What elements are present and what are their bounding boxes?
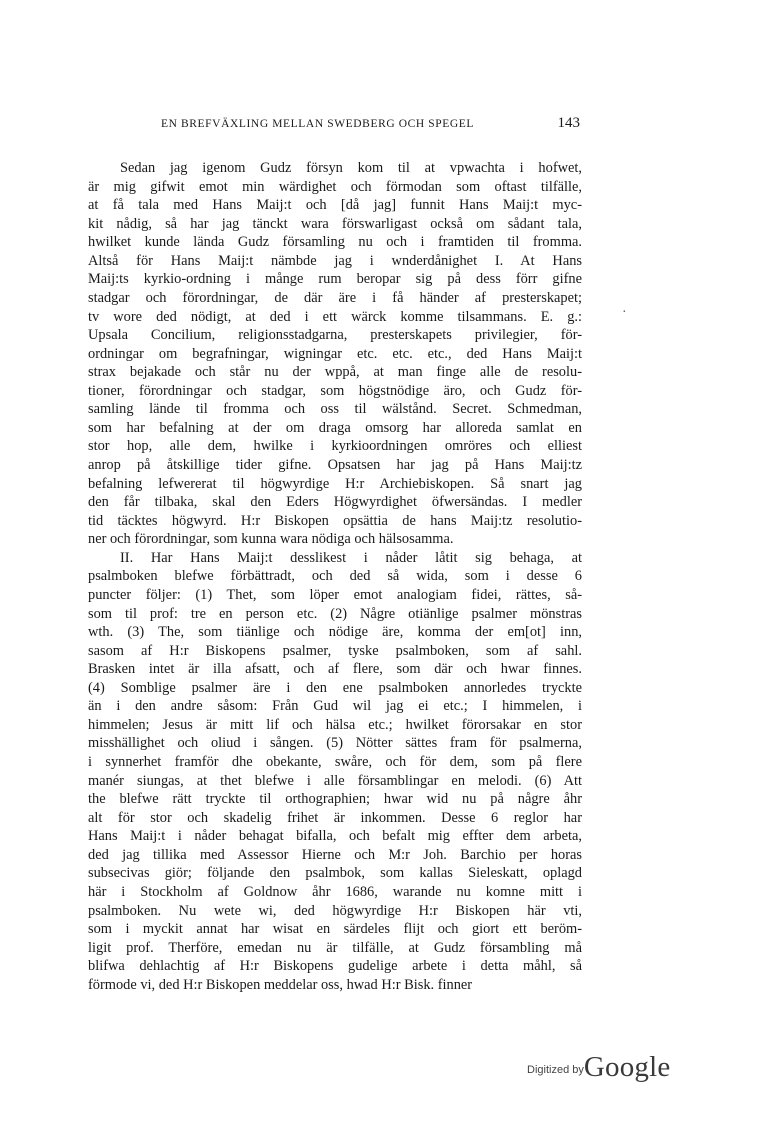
text-line: tid täcktes högwyrd. H:r Biskopen opsättia de hans Maij:tz resolutio- (88, 512, 582, 529)
text-line: anrop på åtskillige tider gifne. Opsatsen har jag på Hans Maij:tz (88, 457, 582, 473)
text-line: som har befalning at der om draga omsorg har alloreda samlat en (88, 419, 582, 436)
text-line: som til prof: tre en person etc. (2) Någre otiänlige psalmer mönstras (88, 605, 582, 622)
text-line: ligit prof. Therföre, emedan nu är tilfälle, at Gudz försambling må (88, 939, 582, 956)
text-line: än i den andre såsom: Från Gud wil jag ei etc.; I himmelen, i (88, 698, 582, 715)
header-title: EN BREFVÄXLING MELLAN SWEDBERG OCH SPEGEL (161, 118, 475, 130)
text-line: himmelen; Jesus är mitt lif och hälsa etc.; hwilket förorsakar en stor (88, 716, 582, 733)
text-line: kit nådig, så har jag tänckt wara förswarligast också om sådant tala, (88, 215, 582, 232)
text-line: stor hop, alle dem, hwilke i kyrkioordningen omröres och elliest (88, 438, 582, 455)
text-line: II. Har Hans Maij:t desslikest i nåder låtit sig behaga, at (120, 549, 582, 566)
text-line: puncter följer: (1) Thet, som löper emot analogiam fidei, rättes, så- (88, 586, 582, 603)
text-line: blifwa dehlachtig af H:r Biskopens gudelige arbete i detta måhl, så (88, 958, 582, 975)
page-number: 143 (557, 115, 580, 131)
text-line: wth. (3) The, som tiänlige och nödige äre, komma der em[ot] inn, (88, 624, 582, 641)
text-line: den får tilbaka, skal den Eders Högwyrdighet öfwersändas. I medler (88, 494, 582, 511)
text-line: at få tala med Hans Maij:t och [då jag] funnit Hans Maij:t myc- (88, 197, 582, 214)
text-line: hwilket kunde lända Gudz församling nu och i framtiden til fromma. (88, 234, 582, 251)
digitized-by-google-watermark (527, 1051, 670, 1087)
watermark-prefix: Digitized by (527, 1064, 584, 1076)
text-line: the blefwe rätt tryckte til orthographien; hwar wid nu på någre åhr (88, 791, 582, 808)
text-line: strax bejakade och står nu der wppå, at man finge alle de resolu- (88, 364, 582, 381)
text-line: Sedan jag igenom Gudz försyn kom til at vpwachta i hofwet, (120, 160, 582, 176)
text-line: (4) Somblige psalmer äre i den ene psalmboken annorledes tryckte (88, 679, 582, 696)
paragraph (88, 549, 582, 995)
margin-mark: · (622, 305, 627, 320)
text-line: befalning lefwererat til högwyrdige H:r Archiebiskopen. Så snart jag (88, 475, 582, 492)
text-line: stadgar och förordningar, de där äre i få händer af presterskapet; (88, 289, 582, 306)
text-line: ordningar om begrafningar, wigningar etc. etc. etc., ded Hans Maij:t (88, 345, 582, 362)
text-line: Maij:ts kyrkio-ordning i månge rum beropar sig på dess förr gifne (88, 271, 582, 288)
text-line: ner och förordningar, som kunna wara nödiga och hälsosamma. (88, 531, 454, 548)
text-line: psalmboken blefwe förbättradt, och ded så wida, som i desse 6 (88, 568, 582, 585)
text-line: tioner, förordningar och stadgar, som högstnödige äro, och Gudz för- (88, 382, 582, 399)
text-line: Brasken intet är illa afsatt, och af flere, som där och hwar finnes. (88, 661, 582, 678)
text-line: psalmboken. Nu wete wi, ded högwyrdige H:r Biskopen här vti, (88, 902, 582, 919)
text-line: Altså för Hans Maij:t nämbde jag i wnderdånighet I. At Hans (88, 252, 582, 269)
text-line: misshällighet och oliud i sången. (5) Nötter sättes fram för psalmerna, (88, 735, 582, 752)
text-line: sasom af H:r Biskopens psalmer, tyske psalmboken, som af sahl. (88, 642, 582, 659)
text-line: manér siungas, at thet blefwe i alle församblingar en melodi. (6) Att (88, 772, 582, 789)
text-line: tv wore ded nödigt, at ded i ett wärck komme tilsammans. E. g.: (88, 308, 582, 325)
text-line: ded jag tillika med Assessor Hierne och M:r Joh. Barchio per horas (88, 846, 582, 863)
text-line: alt för stor och skadelig frihet är inkommen. Desse 6 reglor har (88, 809, 582, 826)
google-logo: Google (583, 1051, 671, 1083)
text-line: är mig gifwit emot min wärdighet och förmodan som oftast tilfälle, (88, 178, 582, 195)
running-header (60, 116, 580, 138)
text-line: subsecivas giör; följande den psalmbok, som kallas Sieleskatt, oplagd (88, 865, 582, 882)
paragraph (88, 159, 582, 549)
text-line: här i Stockholm af Goldnow åhr 1686, warande nu komne mitt i (88, 883, 582, 900)
text-line: samling lände til fromma och oss til wälstånd. Secret. Schmedman, (88, 401, 582, 418)
text-line: som i myckit annat har wisat en särdeles flijt och giort ett beröm- (88, 921, 582, 938)
text-line: Hans Maij:t i nåder behagat bifalla, och befalt mig effter dem arbeta, (88, 828, 582, 845)
text-line: förmode vi, ded H:r Biskopen meddelar oss, hwad H:r Bisk. finner (88, 976, 473, 993)
body-text (88, 159, 582, 994)
text-line: i synnerhet framför dhe obekante, swåre, och för dem, som på flere (88, 754, 582, 770)
text-line: Upsala Concilium, religionsstadgarna, presterskapets privilegier, för- (88, 327, 582, 344)
